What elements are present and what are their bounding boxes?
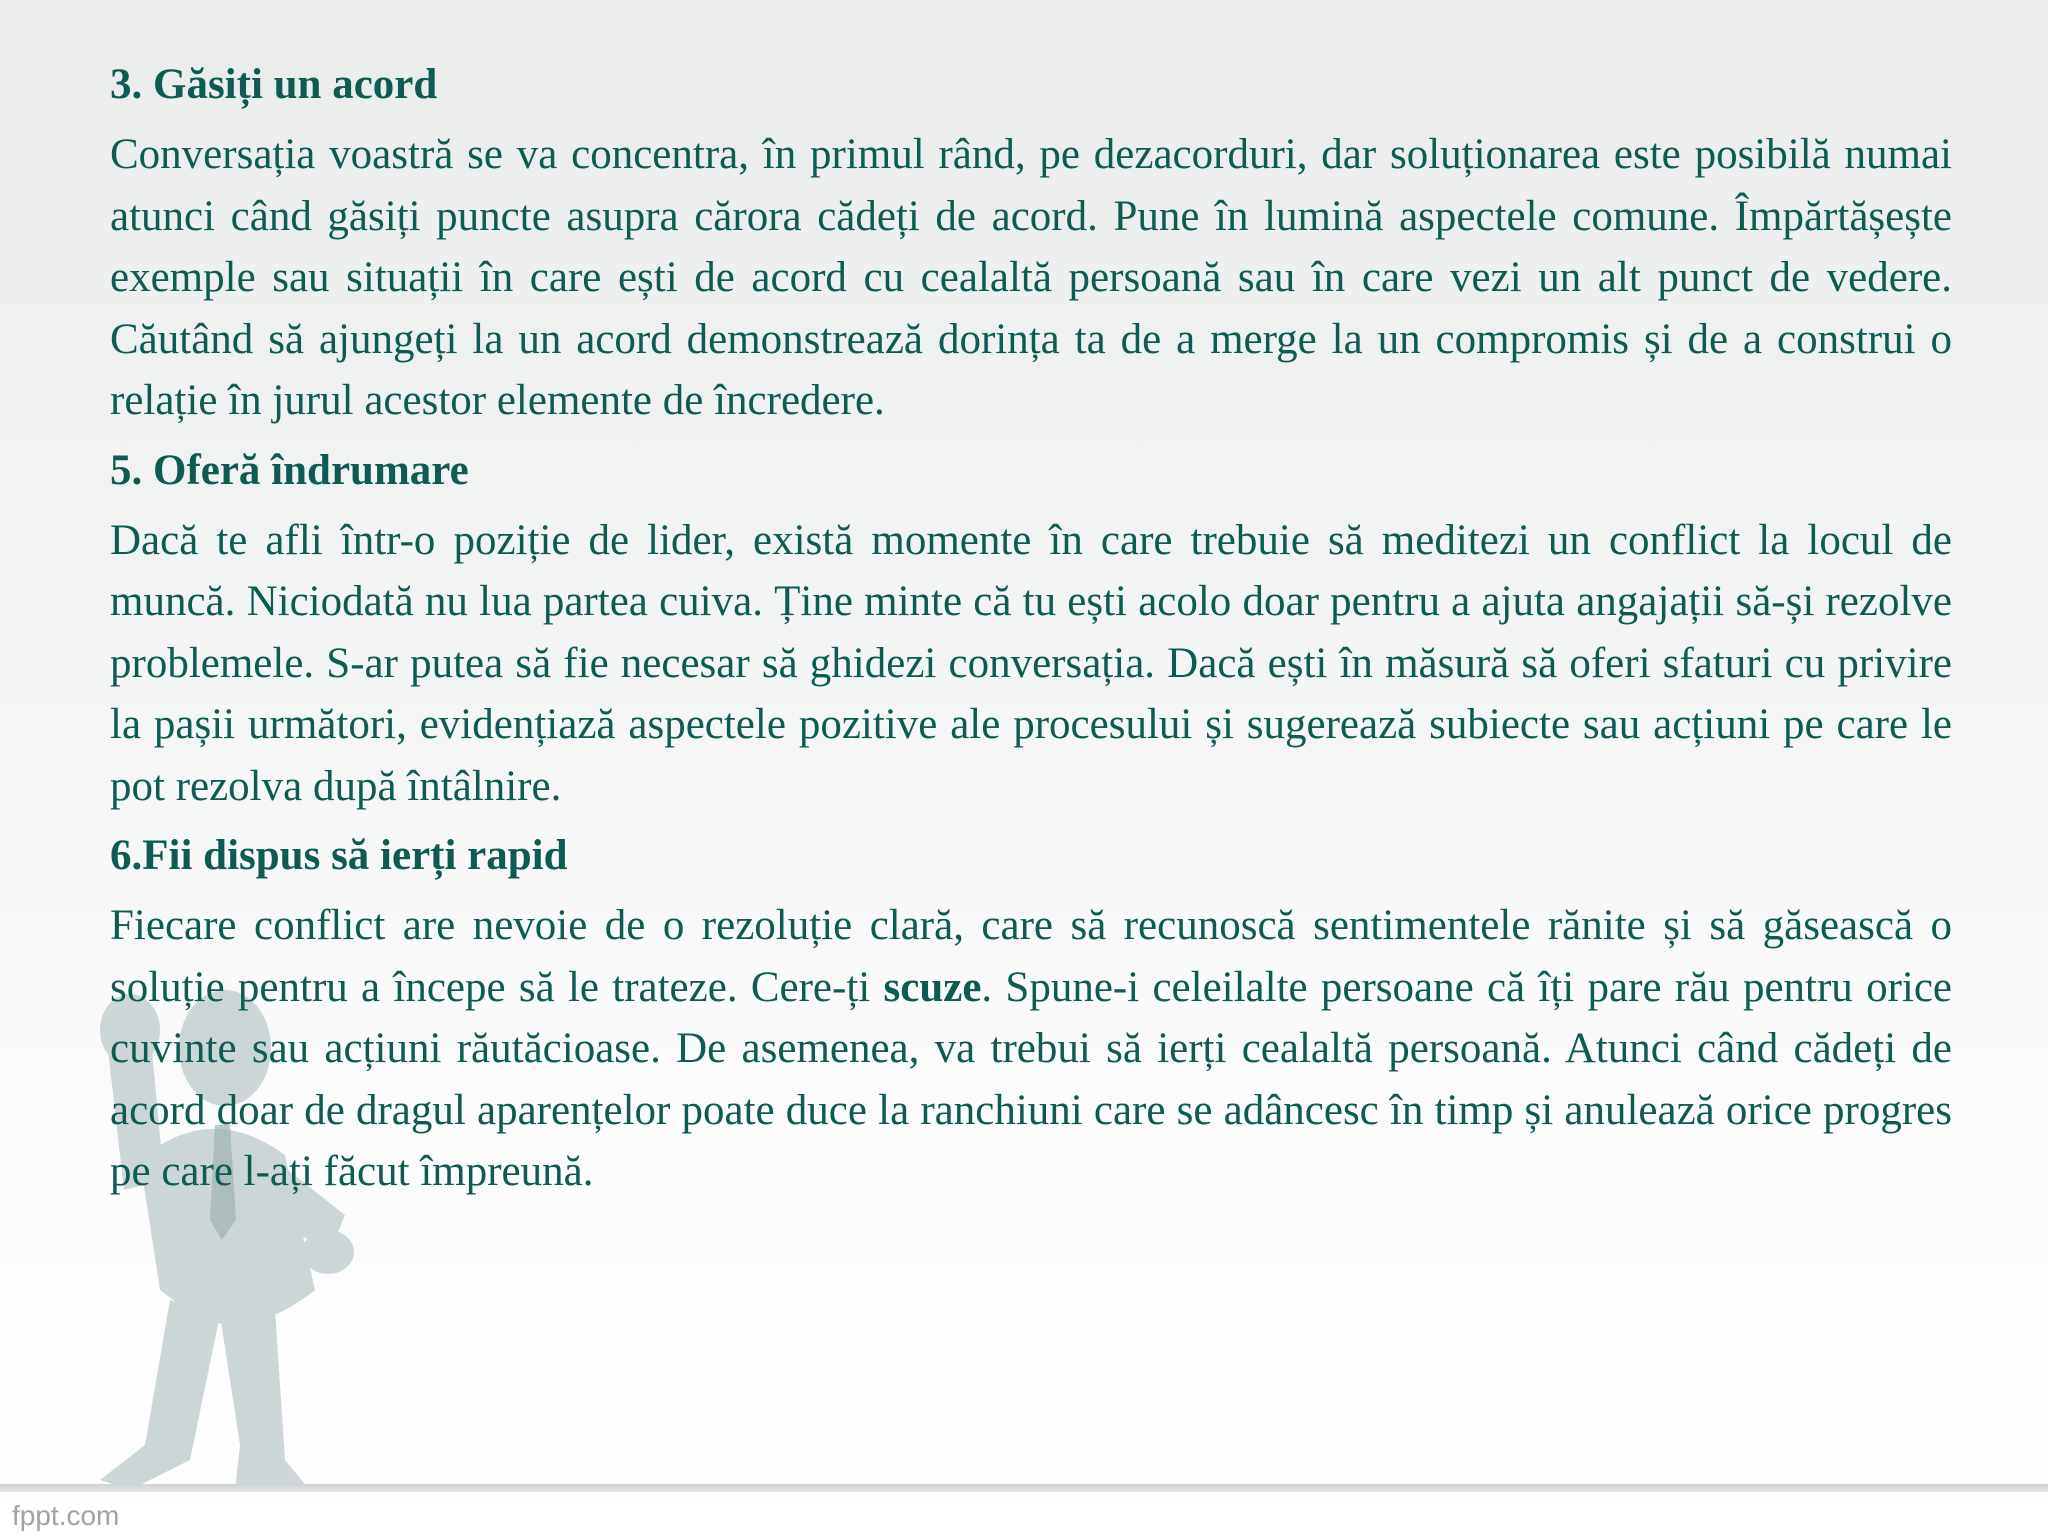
section-paragraph	[110, 895, 1952, 1203]
slide-content	[110, 54, 1952, 1203]
paragraph-bold-word: scuze	[883, 963, 982, 1011]
section-forgive-quickly	[110, 825, 1952, 1203]
section-heading: 5. Oferă îndrumare	[110, 446, 469, 494]
footer-divider	[0, 1484, 2048, 1492]
section-paragraph: Conversația voastră se va concentra, în primul rând, pe dezacorduri, dar soluționarea este posibilă numai atunci când găsiți puncte asupra cărora cădeți de acord. Pune în lumină aspectele comune. Împărtășește exemple sau situații în care ești de acord cu cealaltă persoană sau în care vezi un alt punct de vedere. Căutând să ajungeți la un acord demonstrează dorința ta de a merge la un compromis și de a construi o relație în jurul acestor elemente de încredere.	[110, 131, 1952, 424]
section-offer-guidance	[110, 440, 1952, 818]
section-paragraph: Dacă te afli într-o poziție de lider, există momente în care trebuie să meditezi un conflict la locul de muncă. Niciodată nu lua partea cuiva. Ține minte că tu ești acolo doar pentru a ajuta angajații să-și rezolve problemele. S-ar putea să fie necesar să ghidezi conversația. Dacă ești în măsură să oferi sfaturi cu privire la pașii următori, evidențiază aspectele pozitive ale procesului și sugerează subiecte sau acțiuni pe care le pot rezolva după întâlnire.	[110, 516, 1952, 810]
section-find-agreement	[110, 54, 1952, 432]
paragraph-text-start: Fiecare conflict are nevoie de o rezoluție clară, care să recunoscă sentimentele rănite și să găsească o soluție pentru a începe să le trateze. Cere-ți	[110, 902, 1952, 1011]
section-heading: 3. Găsiți un acord	[110, 61, 438, 108]
footer-brand: fppt.com	[12, 1500, 120, 1531]
section-heading: 6.Fii dispus să ierți rapid	[110, 832, 568, 879]
paragraph-text-end: . Spune-i celeilalte persoane că îți pare rău pentru orice cuvinte sau acțiuni răutăcioase. De asemenea, va trebui să ierți cealaltă persoană. Atunci când cădeți de acord doar de dragul aparențelor poate duce la ranchiuni care se adâncesc în timp și anulează orice progres pe care l-ați făcut împreună.	[110, 963, 1953, 1195]
